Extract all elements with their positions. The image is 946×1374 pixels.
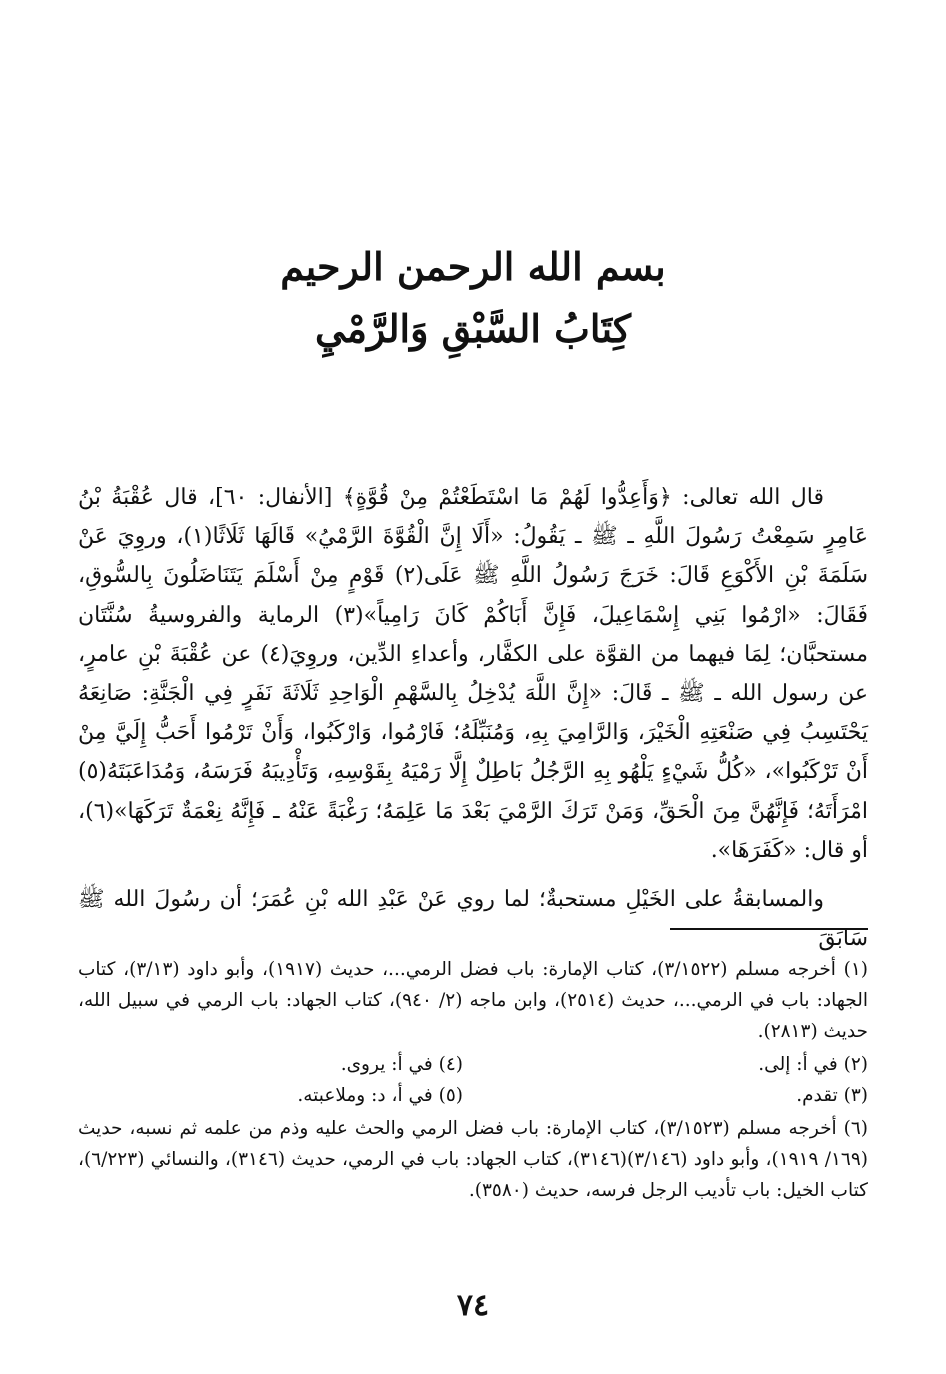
footnote-short-grid bbox=[78, 1049, 868, 1111]
footnote-separator bbox=[670, 928, 868, 930]
page-header bbox=[0, 240, 946, 358]
footnote-4: (٤) في أ: يروى. bbox=[340, 1054, 463, 1075]
footnotes bbox=[78, 954, 868, 1206]
footnote-6: (٦) أخرجه مسلم (٣/١٥٢٣)، كتاب الإمارة: باب فضل الرمي والحث عليه وذم من علمه ثم نسبه، حديث (١٦٩/ ١٩١٩)، وأبو داود (٣/١٤٦)(٣١٤٦)، كتاب الجهاد: باب في الرمي، حديث (٣١٤٦)، والنسائي (٦/٢٢٣)، كتاب الخيل: باب تأديب الرجل فرسه، حديث (٣٥٨٠). bbox=[78, 1118, 868, 1201]
footnote-2: (٢) في أ: إلى. bbox=[758, 1054, 868, 1075]
page-number: ٧٤ bbox=[456, 1288, 490, 1323]
book-title: كِتَابُ السَّبْقِ وَالرَّمْيِ bbox=[314, 306, 632, 351]
basmala-heading: بسم الله الرحمن الرحيم bbox=[280, 244, 666, 289]
footnote-5: (٥) في أ، د: وملاعبته. bbox=[297, 1085, 463, 1106]
main-text bbox=[78, 478, 868, 958]
footnote-1: (١) أخرجه مسلم (٣/١٥٢٢)، كتاب الإمارة: باب فضل الرمي...، حديث (١٩١٧)، وأبو داود (٣/١٣)، كتاب الجهاد: باب في الرمي...، حديث (٢٥١٤)، وابن ماجه (٢/ ٩٤٠)، كتاب الجهاد: باب الرمي في سبيل الله، حديث (٢٨١٣). bbox=[78, 959, 868, 1042]
paragraph-1: قال الله تعالى: ﴿وَأَعِدُّوا لَهُمْ مَا اسْتَطَعْتُمْ مِنْ قُوَّةٍ﴾ [الأنفال: ٦٠]، قال عُقْبَةُ بْنُ عَامِرٍ سَمِعْتُ رَسُولَ اللَّهِ ـ ﷺ ـ يَقُولُ: «أَلَا إِنَّ الْقُوَّةَ الرَّمْيُ» قَالَهَا ثَلَاثًا(١)، وروِيَ عَنْ سَلَمَةَ بْنِ الأَكْوَعِ قَالَ: خَرَجَ رَسُولُ اللَّهِ ﷺ عَلَى(٢) قَوْمٍ مِنْ أَسْلَمَ يَتَنَاضَلُونَ بِالسُّوقِ، فَقَالَ: «ارْمُوا بَنِي إِسْمَاعِيلَ، فَإِنَّ أَبَاكُمْ كَانَ رَامِياً»(٣) الرماية والفروسيةُ سُنَّتَان مستحبَّان؛ لِمَا فيهما من القوَّة على الكفَّار، وأعداءِ الدِّين، وروِيَ(٤) عن عُقْبَةَ بْنِ عامرٍ، عن رسول الله ـ ﷺ ـ قَالَ: «إِنَّ اللَّهَ يُدْخِلُ بِالسَّهْمِ الْوَاحِدِ ثَلَاثَةَ نَفَرٍ فِي الْجَنَّةِ: صَانِعَهُ يَحْتَسِبُ فِي صَنْعَتِهِ الْخَيْرَ، وَالرَّامِيَ بِهِ، وَمُنَبِّلَهُ؛ فَارْمُوا، وَارْكَبُوا، وَأَنْ تَرْمُوا أَحَبُّ إِلَيَّ مِنْ أَنْ تَرْكَبُوا»، «كُلُّ شَيْءٍ يَلْهُو بِهِ الرَّجُلُ بَاطِلٌ إِلَّا رَمْيَهُ بِقَوْسِهِ، وَتَأْدِيبَهُ فَرَسَهُ، وَمُدَاعَبَتَهُ(٥) امْرَأَتَهُ؛ فَإِنَّهُنَّ مِنَ الْحَقِّ، وَمَنْ تَرَكَ الرَّمْيَ بَعْدَ مَا عَلِمَهُ؛ رَغْبَةً عَنْهُ ـ فَإِنَّهُ نِعْمَةٌ تَرَكَهَا»(٦)، أو قال: «كَفَرَهَا». bbox=[78, 485, 869, 863]
paragraph-2: والمسابقةُ على الخَيْلِ مستحبةٌ؛ لما روي عَنْ عَبْدِ الله بْنِ عُمَرَ؛ أن رسُولَ الله ﷺ سَابَقَ bbox=[78, 887, 868, 952]
footnote-3: (٣) تقدم. bbox=[796, 1085, 868, 1106]
